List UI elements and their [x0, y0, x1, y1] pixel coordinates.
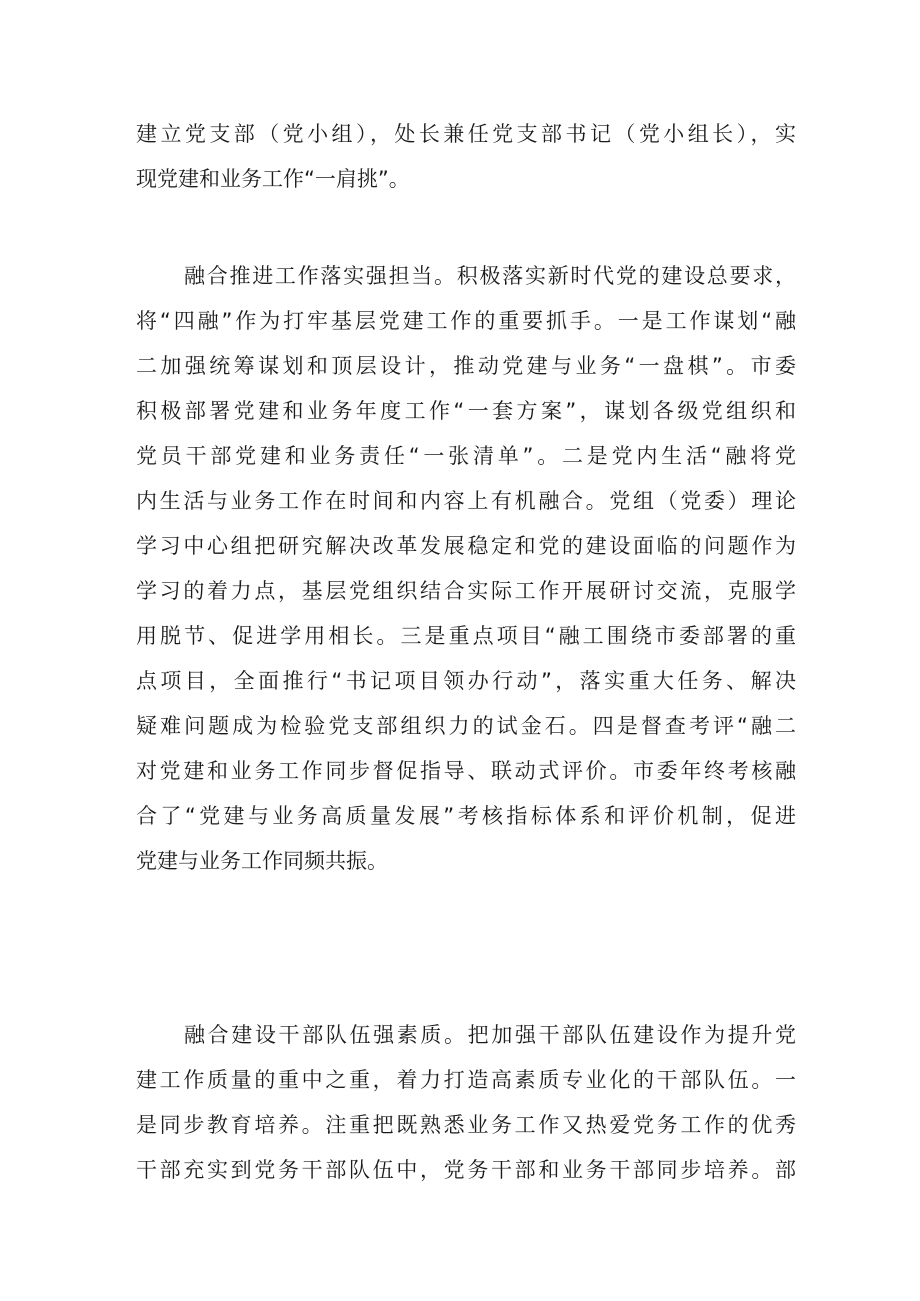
text-line: 积极部署党建和业务年度工作“一套方案”，谋划各级党组织和 — [136, 399, 796, 423]
text-line: 现党建和业务工作“一肩挑”。 — [136, 167, 410, 191]
paragraph-2 — [136, 254, 796, 884]
text-line: 是同步教育培养。注重把既熟悉业务工作又热爱党务工作的优秀 — [136, 1113, 796, 1137]
text-line: 融合推进工作落实强担当。积极落实新时代党的建设总要求， — [184, 264, 796, 288]
text-line: 对党建和业务工作同步督促指导、联动式评价。市委年终考核融 — [136, 759, 796, 783]
text-line: 建工作质量的重中之重，着力打造高素质专业化的干部队伍。一 — [136, 1068, 796, 1092]
text-line: 用脱节、促进学用相长。三是重点项目“融工围绕市委部署的重 — [136, 624, 796, 648]
text-line: 疑难问题成为检验党支部组织力的试金石。四是督查考评“融二 — [136, 714, 796, 738]
text-line: 融合建设干部队伍强素质。把加强干部队伍建设作为提升党 — [184, 1023, 796, 1047]
text-line: 内生活与业务工作在时间和内容上有机融合。党组（党委）理论 — [136, 489, 796, 513]
text-line: 点项目，全面推行“书记项目领办行动”，落实重大任务、解决 — [136, 669, 796, 693]
text-line: 合了“党建与业务高质量发展”考核指标体系和评价机制，促进 — [136, 804, 796, 828]
text-line: 党建与业务工作同频共振。 — [136, 849, 388, 873]
text-line: 将“四融”作为打牢基层党建工作的重要抓手。一是工作谋划“融 — [136, 309, 796, 333]
text-line: 学习的着力点，基层党组织结合实际工作开展研讨交流，克服学 — [136, 579, 796, 603]
text-line: 党员干部党建和业务责任“一张清单”。二是党内生活“融将党 — [136, 444, 796, 468]
text-line: 学习中心组把研究解决改革发展稳定和党的建设面临的问题作为 — [136, 534, 796, 558]
text-line: 干部充实到党务干部队伍中，党务干部和业务干部同步培养。部 — [136, 1158, 796, 1182]
paragraph-1 — [136, 112, 796, 202]
text-line: 二加强统筹谋划和顶层设计，推动党建与业务“一盘棋”。市委 — [136, 354, 796, 378]
paragraph-3 — [136, 1013, 796, 1193]
text-line: 建立党支部（党小组），处长兼任党支部书记（党小组长），实 — [136, 122, 796, 146]
